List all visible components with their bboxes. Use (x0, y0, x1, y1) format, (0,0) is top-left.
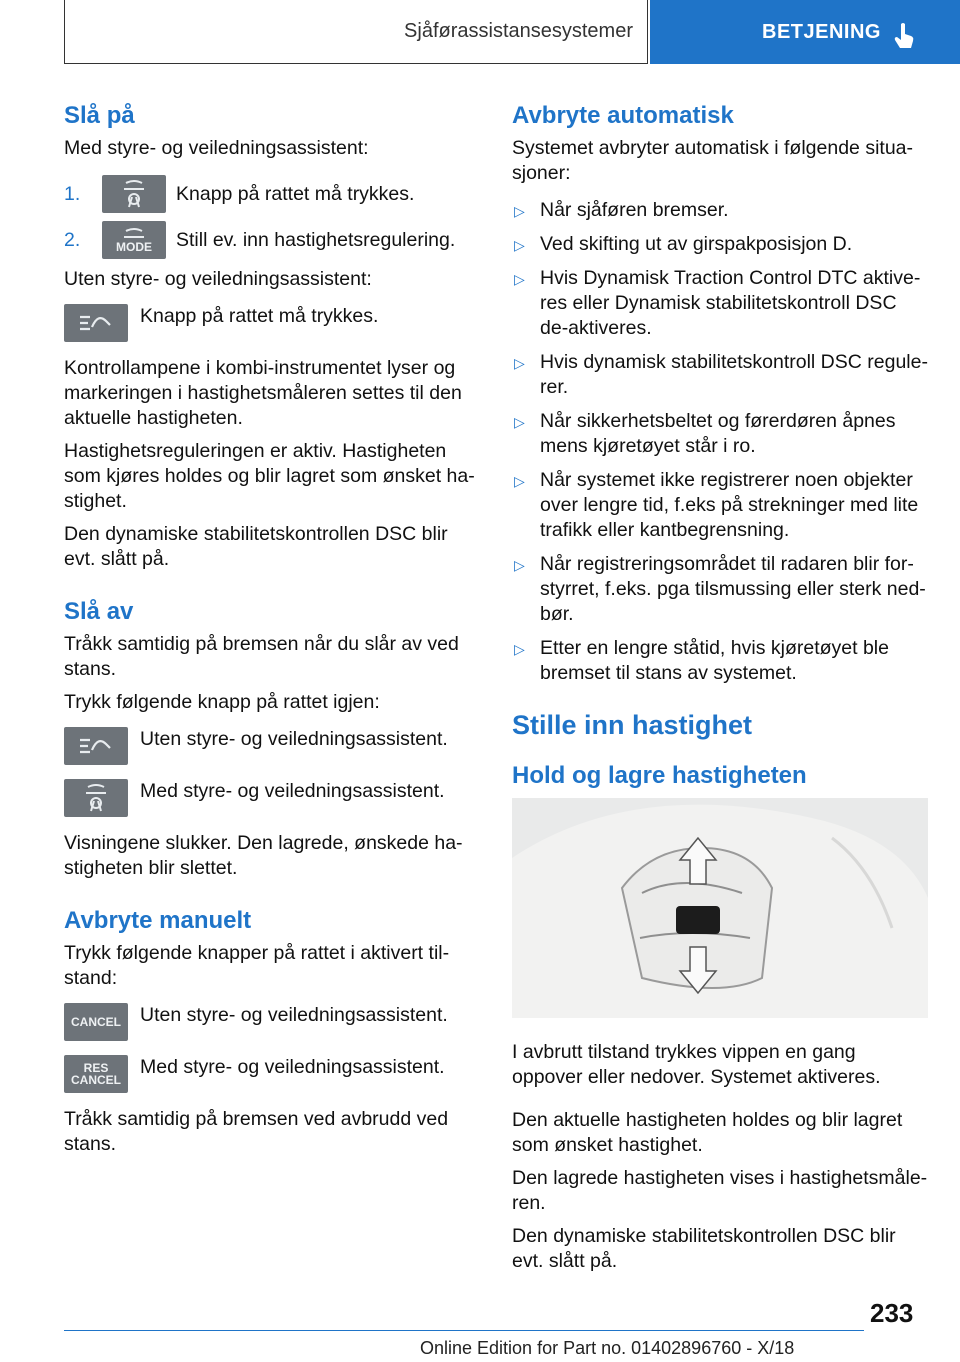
triangle-bullet-icon: ▷ (514, 203, 525, 219)
chapter-label: BETJENING (762, 20, 881, 43)
step-text: Knapp på rattet må trykkes. (176, 182, 415, 205)
intro-with-assistant: Med styre- og veiledningsassistent: (64, 137, 369, 159)
option-text: Med styre- og veiledningsassistent. (140, 780, 445, 802)
mode-button-icon (102, 221, 166, 259)
triangle-bullet-icon: ▷ (514, 473, 525, 489)
left-column (64, 100, 484, 1165)
triangle-bullet-icon: ▷ (514, 271, 525, 287)
paragraph: Tråkk samtidig på bremsen når du slår av ved stans. (64, 633, 459, 680)
mode-button-label: MODE (116, 240, 152, 254)
step-number: 1. (64, 182, 81, 205)
off-option-with (64, 779, 484, 817)
paragraph: Den dynamiske stabilitetskontrollen DSC blir evt. slått på. (512, 1225, 896, 1272)
right-column (512, 100, 928, 1282)
auto-cancel-list (512, 198, 928, 686)
paragraph: Den lagrede hastigheten vises i hastighetsmåle-ren. (512, 1167, 928, 1214)
list-item: ▷ Når systemet ikke registrerer noen objekter over lengre tid, f.eks på strekninger med lite trafikk eller kantbegrensning. (514, 469, 919, 541)
option-text: Uten styre- og veiledningsassistent. (140, 1004, 448, 1026)
heading-slaa-av: Slå av (64, 598, 134, 625)
step-1 (64, 175, 484, 213)
paragraph: Systemet avbryter automatisk i følgende situa-sjoner: (512, 137, 913, 184)
list-item: ▷ Hvis Dynamisk Traction Control DTC aktive-res eller Dynamisk stabilitetskontroll DSC de-aktiveres. (514, 267, 921, 339)
option-text: Med styre- og veiledningsassistent. (140, 1056, 445, 1078)
paragraph: Trykk følgende knapper på rattet i aktivert til-stand: (64, 942, 450, 989)
paragraph: Hastighetsreguleringen er aktiv. Hastigheten som kjøres holdes og blir lagret som ønsket ha-stighet. (64, 440, 475, 512)
paragraph: Den aktuelle hastigheten holdes og blir lagret som ønsket hastighet. (512, 1109, 903, 1156)
paragraph: Visningene slukker. Den lagrede, ønskede ha-stigheten blir slettet. (64, 832, 463, 879)
option-text: Uten styre- og veiledningsassistent. (140, 728, 448, 750)
cancel-option-with (64, 1055, 484, 1093)
list-item: ▷ Ved skifting ut av girspakposisjon D. (512, 232, 928, 257)
heading-hold-og-lagre: Hold og lagre hastigheten (512, 762, 807, 789)
steering-assist-button-icon (64, 779, 128, 817)
cancel-button-label: CANCEL (71, 1015, 121, 1029)
triangle-bullet-icon: ▷ (514, 355, 525, 371)
list-item: ▷ Når registreringsområdet til radaren blir for-styrret, f.eks. pga tilsmussing eller sterk ned-bør. (514, 553, 926, 625)
steering-wheel-rocker-illustration (512, 798, 928, 1018)
heading-avbryte-manuelt: Avbryte manuelt (64, 907, 252, 934)
paragraph: Trykk følgende knapp på rattet igjen: (64, 691, 380, 713)
step-text: Still ev. inn hastighetsregulering. (176, 228, 456, 251)
intro-without-assistant: Uten styre- og veiledningsassistent: (64, 268, 372, 290)
off-option-without (64, 727, 484, 765)
header-section-title (64, 0, 648, 64)
res-cancel-button-icon (64, 1055, 128, 1093)
footer-divider (64, 1330, 864, 1331)
list-item: ▷ Når sjåføren bremser. (512, 198, 928, 223)
triangle-bullet-icon: ▷ (514, 641, 525, 657)
edition-footer: Online Edition for Part no. 01402896760 - X/18 (420, 1338, 795, 1358)
heading-stille-inn: Stille inn hastighet (512, 710, 753, 740)
paragraph: Den dynamiske stabilitetskontrollen DSC blir evt. slått på. (64, 523, 448, 570)
cancel-button-icon (64, 1003, 128, 1041)
heading-slaa-paa: Slå på (64, 102, 135, 129)
step-2 (64, 221, 484, 259)
list-item: ▷ Hvis dynamisk stabilitetskontroll DSC regule-rer. (514, 351, 928, 398)
cruise-control-button-icon (64, 304, 128, 342)
header-chapter-tab[interactable] (650, 0, 960, 64)
page-number: 233 (870, 1298, 914, 1328)
step-number: 2. (64, 228, 81, 251)
triangle-bullet-icon: ▷ (514, 237, 525, 253)
paragraph: I avbrutt tilstand trykkes vippen en gang oppover eller nedover. Systemet aktiveres. (512, 1041, 881, 1088)
triangle-bullet-icon: ▷ (514, 557, 525, 573)
list-item: ▷ Når sikkerhetsbeltet og førerdøren åpnes mens kjøretøyet står i ro. (514, 410, 896, 457)
cruise-control-button-icon (64, 727, 128, 765)
without-assistant-text: Knapp på rattet må trykkes. (140, 305, 379, 327)
without-assistant-row (64, 304, 484, 342)
paragraph: Kontrollampene i kombi-instrumentet lyser og markeringen i hastighetsmåleren settes til den aktuelle hastigheten. (64, 357, 462, 429)
steering-assist-button-icon (102, 175, 166, 213)
list-item: ▷ Etter en lengre ståtid, hvis kjøretøyet ble bremset til stans av systemet. (514, 637, 889, 684)
cancel-label: CANCEL (71, 1073, 121, 1087)
paragraph: Tråkk samtidig på bremsen ved avbrudd ved stans. (64, 1108, 449, 1155)
heading-avbryte-automatisk: Avbryte automatisk (512, 102, 734, 129)
section-label: Sjåførassistansesystemer (404, 20, 633, 42)
triangle-bullet-icon: ▷ (514, 414, 525, 430)
pointing-hand-icon (894, 22, 916, 50)
res-label: RES (83, 1061, 109, 1075)
cancel-option-without (64, 1003, 484, 1041)
